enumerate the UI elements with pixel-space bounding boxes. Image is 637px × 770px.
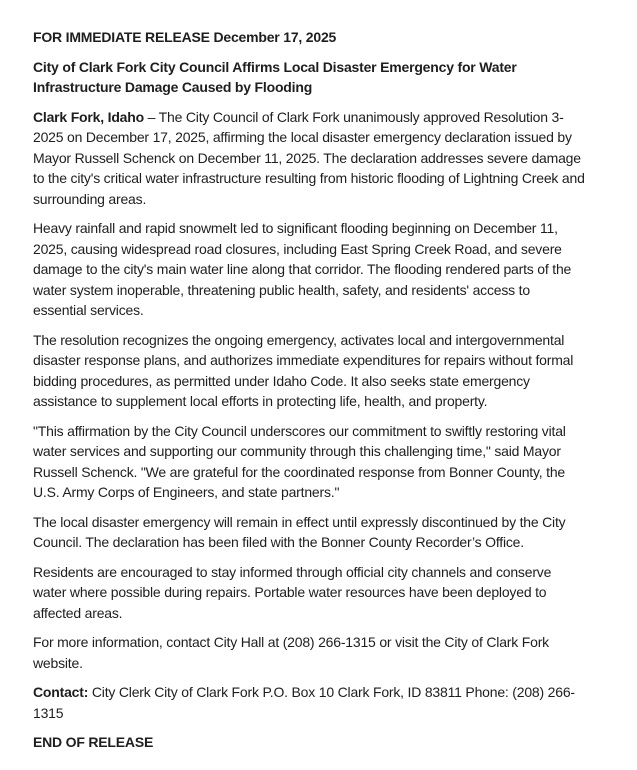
release-line: FOR IMMEDIATE RELEASE December 17, 2025 [33,29,337,45]
body-paragraph [33,218,585,321]
paragraph-text: City Clerk City of Clark Fork P.O. Box 10 Clark Fork, ID 83811 Phone: (208) 266-1315 [33,684,575,721]
body-paragraph [33,330,585,412]
paragraph-text: The resolution recognizes the ongoing emergency, activates local and intergovernmental disaster response plans, and authorizes immediate expenditures for repairs without formal bidding procedures, as permitted under Idaho Code. It also seeks state emergency assistance to supplement local efforts in protecting life, health, and property. [33,331,574,409]
paragraph-text: – The City Council of Clark Fork unanimously approved Resolution 3-2025 on December 17, 2025, affirming the local disaster emergency declaration issued by Mayor Russell Schenck on December 11, 2025. The declaration addresses severe damage to the city's critical water infrastructure resulting from historic flooding of Lightning Creek and surrounding areas. [33,108,585,207]
paragraph-text: "This affirmation by the City Council underscores our commitment to swiftly restoring vital water services and supporting our community through this challenging time," said Mayor Russell Schenck. "We are grateful for the coordinated response from Bonner County, the U.S. Army Corps of Engineers, and state partners." [33,422,566,500]
paragraph-text: For more information, contact City Hall at (208) 266-1315 or visit the City of Clark Fork website. [33,634,549,671]
paragraph-text: Residents are encouraged to stay informed through official city channels and conserve water where possible during repairs. Portable water resources have been deployed to affected areas. [33,563,552,621]
contact-paragraph [33,682,585,723]
dateline-paragraph [33,107,585,210]
paragraph-text: The local disaster emergency will remain in effect until expressly discontinued by the City Council. The declaration has been filed with the Bonner County Recorder’s Office. [33,513,566,550]
end-of-release-line: END OF RELEASE [33,734,154,750]
headline: City of Clark Fork City Council Affirms Local Disaster Emergency for Water Infrastructure Damage Caused by Flooding [33,58,517,95]
contact-label: Contact: [33,684,89,700]
paragraph-text: Heavy rainfall and rapid snowmelt led to significant flooding beginning on December 11, 2025, causing widespread road closures, including East Spring Creek Road, and severe damage to the city's main water line along that corridor. The flooding rendered parts of the water system inoperable, threatening public health, safety, and residents' access to essential services. [33,220,572,318]
quote-paragraph [33,421,585,503]
more-info-paragraph [33,632,585,673]
body-paragraph [33,562,585,624]
dateline-bold: Clark Fork, Idaho [33,108,144,125]
body-paragraph [33,512,585,553]
